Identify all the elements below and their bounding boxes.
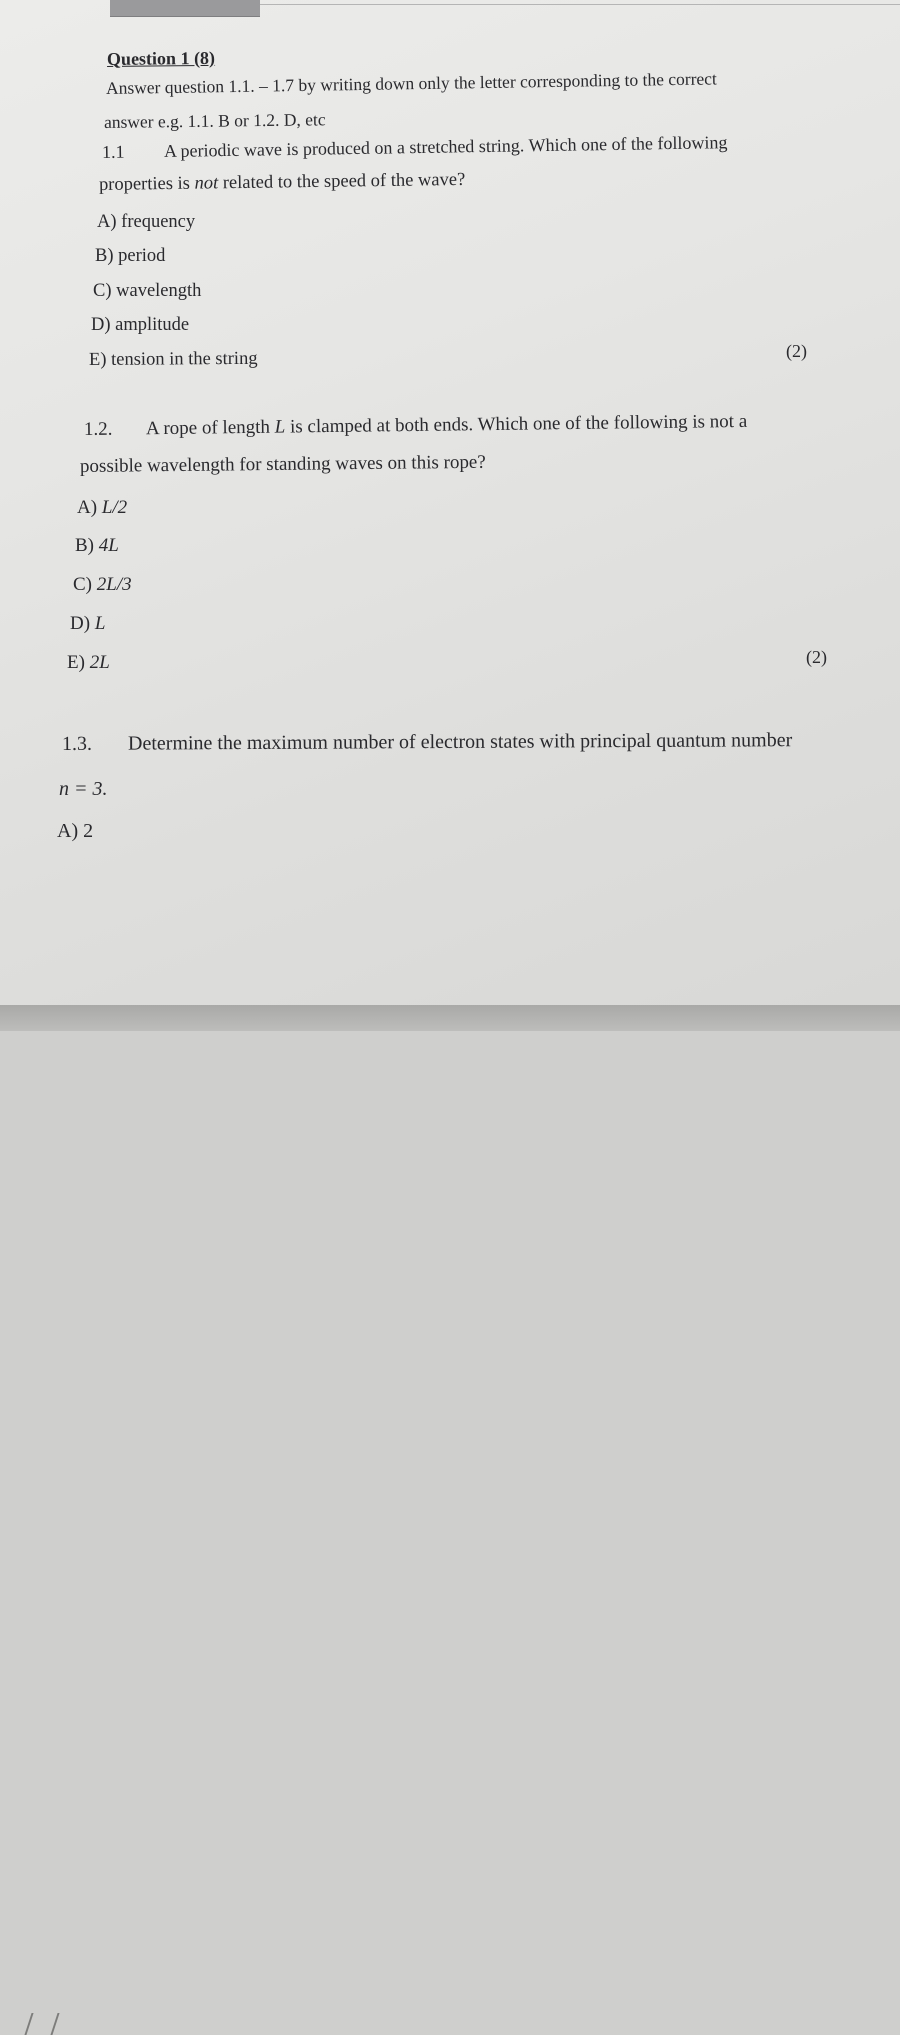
question-text: properties is	[98, 173, 195, 195]
pen-mark	[24, 2013, 59, 2035]
option-text: amplitude	[115, 315, 190, 335]
question-text: related to the speed of the wave?	[218, 169, 466, 194]
option-letter: B)	[95, 246, 114, 266]
option-e	[89, 349, 258, 371]
question-text: n = 3.	[59, 778, 108, 800]
option-d	[91, 315, 189, 336]
option-letter: D)	[91, 315, 111, 335]
instruction-line-2: answer e.g. 1.1. B or 1.2. D, etc	[103, 109, 326, 132]
question-number: 1.1	[101, 141, 125, 162]
question-1-2-line-1	[84, 411, 747, 441]
option-letter: C)	[73, 574, 92, 595]
option-text: 2	[83, 820, 94, 842]
option-a	[97, 212, 195, 233]
question-1-1-line-1	[102, 132, 728, 163]
question-text: A rope of length	[145, 416, 275, 440]
option-letter: A)	[97, 212, 117, 232]
option-text: L	[94, 613, 106, 634]
option-c	[73, 574, 132, 596]
option-letter: A)	[77, 497, 98, 518]
option-text: wavelength	[116, 281, 202, 301]
top-paper-edge	[110, 0, 260, 17]
option-text: 4L	[98, 535, 119, 556]
marks-label: (2)	[786, 341, 807, 361]
exam-page	[0, 0, 900, 1005]
marks-label: (2)	[806, 647, 827, 667]
option-text: tension in the string	[111, 348, 258, 370]
emphasis-text: not	[194, 173, 219, 194]
question-1-3-line-2	[59, 778, 108, 801]
option-letter: D)	[70, 613, 91, 634]
question-text: A periodic wave is produced on a stretched string. Which one of the following	[163, 132, 728, 162]
option-b	[95, 246, 165, 267]
option-c	[93, 281, 201, 302]
option-text: period	[118, 246, 166, 266]
option-letter: B)	[75, 535, 94, 556]
question-1-1-line-2	[99, 170, 466, 196]
option-text: 2L/3	[96, 574, 132, 595]
option-b	[75, 535, 119, 557]
bottom-surface	[0, 1005, 900, 1031]
question-number: 1.3.	[61, 732, 93, 755]
option-text: L/2	[101, 497, 128, 518]
instruction-line-1: Answer question 1.1. – 1.7 by writing down only the letter corresponding to the correct	[105, 68, 717, 98]
option-letter: A)	[57, 820, 79, 842]
option-letter: C)	[93, 281, 112, 301]
option-letter: E)	[67, 652, 85, 673]
option-a	[57, 820, 93, 843]
question-number: 1.2.	[83, 418, 113, 440]
option-a	[77, 497, 127, 519]
option-e	[67, 652, 110, 674]
option-d	[70, 613, 105, 635]
option-text: 2L	[89, 652, 110, 673]
question-text: is clamped at both ends. Which one of the following is not a	[285, 410, 748, 438]
question-1-3-line-1	[62, 729, 792, 756]
emphasis-text: L	[274, 416, 286, 438]
question-1-2-line-2: possible wavelength for standing waves on this rope?	[79, 451, 486, 477]
question-text: Determine the maximum number of electron states with principal quantum number	[127, 729, 793, 755]
option-letter: E)	[88, 349, 107, 370]
question-title: Question 1 (8)	[106, 47, 216, 69]
top-rule-line	[260, 4, 900, 5]
option-text: frequency	[121, 212, 196, 232]
